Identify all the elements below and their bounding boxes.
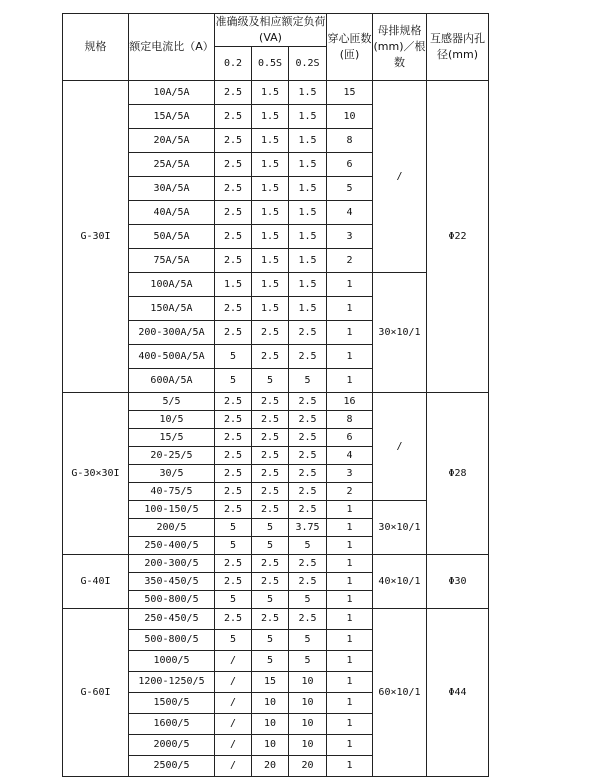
class-0.2s-cell: 10: [289, 672, 327, 693]
class-0.5s-cell: 1.5: [252, 201, 289, 225]
header-class-0.2s: 0.2S: [289, 47, 327, 81]
turns-cell: 1: [327, 756, 373, 777]
class-0.2s-cell: 1.5: [289, 129, 327, 153]
class-0.2-cell: 2.5: [215, 393, 252, 411]
table-row: [63, 555, 489, 573]
class-0.5s-cell: 1.5: [252, 177, 289, 201]
class-0.2-cell: 2.5: [215, 501, 252, 519]
class-0.2s-cell: 3.75: [289, 519, 327, 537]
model-cell: G-30I: [63, 81, 129, 393]
busbar-cell: 30×10/1: [373, 273, 427, 393]
class-0.5s-cell: 2.5: [252, 609, 289, 630]
header-bore: 互感器内孔径(mm): [427, 14, 489, 81]
class-0.2s-cell: 1.5: [289, 249, 327, 273]
turns-cell: 1: [327, 501, 373, 519]
table-row: [63, 393, 489, 411]
class-0.2s-cell: 5: [289, 369, 327, 393]
header-class-0.5s: 0.5S: [252, 47, 289, 81]
class-0.2s-cell: 1.5: [289, 273, 327, 297]
turns-cell: 1: [327, 573, 373, 591]
class-0.5s-cell: 10: [252, 714, 289, 735]
class-0.5s-cell: 2.5: [252, 447, 289, 465]
bore-cell: Φ44: [427, 609, 489, 777]
class-0.5s-cell: 2.5: [252, 465, 289, 483]
class-0.5s-cell: 2.5: [252, 483, 289, 501]
ratio-cell: 200-300A/5A: [129, 321, 215, 345]
class-0.2s-cell: 10: [289, 735, 327, 756]
class-0.5s-cell: 1.5: [252, 273, 289, 297]
model-cell: G-40I: [63, 555, 129, 609]
ratio-cell: 100-150/5: [129, 501, 215, 519]
class-0.2-cell: /: [215, 756, 252, 777]
class-0.2s-cell: 1.5: [289, 153, 327, 177]
class-0.2s-cell: 2.5: [289, 411, 327, 429]
spec-table: [62, 13, 489, 777]
table-row: [63, 609, 489, 630]
ratio-cell: 500-800/5: [129, 630, 215, 651]
table-body: [63, 81, 489, 777]
ratio-cell: 20A/5A: [129, 129, 215, 153]
turns-cell: 6: [327, 153, 373, 177]
class-0.2-cell: 2.5: [215, 153, 252, 177]
class-0.2s-cell: 1.5: [289, 105, 327, 129]
ratio-cell: 500-800/5: [129, 591, 215, 609]
ratio-cell: 15/5: [129, 429, 215, 447]
class-0.2s-cell: 10: [289, 714, 327, 735]
ratio-cell: 15A/5A: [129, 105, 215, 129]
turns-cell: 8: [327, 411, 373, 429]
ratio-cell: 25A/5A: [129, 153, 215, 177]
class-0.2-cell: 2.5: [215, 297, 252, 321]
ratio-cell: 40-75/5: [129, 483, 215, 501]
class-0.5s-cell: 10: [252, 693, 289, 714]
header-class-0.2: 0.2: [215, 47, 252, 81]
busbar-cell: /: [373, 81, 427, 273]
class-0.5s-cell: 20: [252, 756, 289, 777]
ratio-cell: 20-25/5: [129, 447, 215, 465]
turns-cell: 2: [327, 483, 373, 501]
class-0.5s-cell: 1.5: [252, 81, 289, 105]
ratio-cell: 200-300/5: [129, 555, 215, 573]
class-0.2s-cell: 2.5: [289, 465, 327, 483]
turns-cell: 1: [327, 321, 373, 345]
ratio-cell: 1200-1250/5: [129, 672, 215, 693]
busbar-cell: 60×10/1: [373, 609, 427, 777]
class-0.2s-cell: 2.5: [289, 555, 327, 573]
busbar-cell: 30×10/1: [373, 501, 427, 555]
class-0.5s-cell: 2.5: [252, 345, 289, 369]
turns-cell: 1: [327, 273, 373, 297]
class-0.2s-cell: 5: [289, 651, 327, 672]
class-0.5s-cell: 2.5: [252, 411, 289, 429]
class-0.2-cell: 2.5: [215, 447, 252, 465]
turns-cell: 8: [327, 129, 373, 153]
class-0.5s-cell: 5: [252, 519, 289, 537]
class-0.2-cell: /: [215, 693, 252, 714]
class-0.5s-cell: 5: [252, 537, 289, 555]
turns-cell: 10: [327, 105, 373, 129]
class-0.2-cell: 2.5: [215, 609, 252, 630]
class-0.2-cell: 2.5: [215, 81, 252, 105]
class-0.2s-cell: 1.5: [289, 81, 327, 105]
ratio-cell: 600A/5A: [129, 369, 215, 393]
class-0.2s-cell: 1.5: [289, 297, 327, 321]
class-0.2-cell: 2.5: [215, 483, 252, 501]
turns-cell: 1: [327, 630, 373, 651]
header-accuracy: 准确级及相应额定负荷(VA): [215, 14, 327, 47]
turns-cell: 1: [327, 369, 373, 393]
ratio-cell: 2500/5: [129, 756, 215, 777]
ratio-cell: 250-400/5: [129, 537, 215, 555]
class-0.2s-cell: 2.5: [289, 393, 327, 411]
class-0.2-cell: /: [215, 651, 252, 672]
turns-cell: 3: [327, 465, 373, 483]
class-0.2s-cell: 5: [289, 630, 327, 651]
class-0.2-cell: 5: [215, 519, 252, 537]
class-0.2s-cell: 5: [289, 537, 327, 555]
class-0.5s-cell: 2.5: [252, 573, 289, 591]
class-0.2-cell: 2.5: [215, 573, 252, 591]
model-cell: G-30×30I: [63, 393, 129, 555]
class-0.2-cell: /: [215, 714, 252, 735]
class-0.2s-cell: 2.5: [289, 429, 327, 447]
class-0.5s-cell: 1.5: [252, 225, 289, 249]
ratio-cell: 200/5: [129, 519, 215, 537]
ratio-cell: 10/5: [129, 411, 215, 429]
ratio-cell: 50A/5A: [129, 225, 215, 249]
turns-cell: 1: [327, 693, 373, 714]
class-0.5s-cell: 2.5: [252, 393, 289, 411]
ratio-cell: 1000/5: [129, 651, 215, 672]
turns-cell: 15: [327, 81, 373, 105]
class-0.2s-cell: 20: [289, 756, 327, 777]
class-0.2-cell: /: [215, 672, 252, 693]
ratio-cell: 30/5: [129, 465, 215, 483]
class-0.2-cell: 2.5: [215, 225, 252, 249]
class-0.2s-cell: 2.5: [289, 609, 327, 630]
bore-cell: Φ22: [427, 81, 489, 393]
table-row: [63, 81, 489, 105]
header-ratio: 额定电流比（A）: [129, 14, 215, 81]
class-0.2-cell: 1.5: [215, 273, 252, 297]
class-0.5s-cell: 15: [252, 672, 289, 693]
ratio-cell: 100A/5A: [129, 273, 215, 297]
busbar-cell: 40×10/1: [373, 555, 427, 609]
model-cell: G-60I: [63, 609, 129, 777]
class-0.2-cell: 5: [215, 537, 252, 555]
ratio-cell: 150A/5A: [129, 297, 215, 321]
class-0.5s-cell: 2.5: [252, 321, 289, 345]
bore-cell: Φ28: [427, 393, 489, 555]
ratio-cell: 2000/5: [129, 735, 215, 756]
turns-cell: 1: [327, 591, 373, 609]
ratio-cell: 5/5: [129, 393, 215, 411]
class-0.2-cell: 5: [215, 369, 252, 393]
class-0.2s-cell: 1.5: [289, 201, 327, 225]
class-0.5s-cell: 1.5: [252, 129, 289, 153]
class-0.2-cell: 2.5: [215, 201, 252, 225]
ratio-cell: 350-450/5: [129, 573, 215, 591]
turns-cell: 16: [327, 393, 373, 411]
class-0.2-cell: 2.5: [215, 429, 252, 447]
ratio-cell: 40A/5A: [129, 201, 215, 225]
class-0.5s-cell: 2.5: [252, 555, 289, 573]
ratio-cell: 250-450/5: [129, 609, 215, 630]
turns-cell: 2: [327, 249, 373, 273]
class-0.2s-cell: 2.5: [289, 573, 327, 591]
turns-cell: 6: [327, 429, 373, 447]
busbar-cell: /: [373, 393, 427, 501]
class-0.2-cell: 2.5: [215, 465, 252, 483]
header-turns: 穿心匝数(匝): [327, 14, 373, 81]
turns-cell: 4: [327, 447, 373, 465]
turns-cell: 1: [327, 297, 373, 321]
turns-cell: 1: [327, 672, 373, 693]
class-0.2-cell: 5: [215, 345, 252, 369]
class-0.5s-cell: 10: [252, 735, 289, 756]
class-0.2-cell: 2.5: [215, 105, 252, 129]
class-0.5s-cell: 2.5: [252, 429, 289, 447]
turns-cell: 1: [327, 651, 373, 672]
class-0.2-cell: 2.5: [215, 555, 252, 573]
class-0.5s-cell: 5: [252, 630, 289, 651]
turns-cell: 1: [327, 735, 373, 756]
class-0.2s-cell: 2.5: [289, 483, 327, 501]
class-0.5s-cell: 1.5: [252, 249, 289, 273]
class-0.2s-cell: 2.5: [289, 345, 327, 369]
class-0.2s-cell: 2.5: [289, 501, 327, 519]
ratio-cell: 1600/5: [129, 714, 215, 735]
class-0.2-cell: 2.5: [215, 129, 252, 153]
class-0.2-cell: 5: [215, 630, 252, 651]
ratio-cell: 30A/5A: [129, 177, 215, 201]
turns-cell: 1: [327, 345, 373, 369]
class-0.2-cell: 2.5: [215, 321, 252, 345]
class-0.2s-cell: 1.5: [289, 225, 327, 249]
class-0.2s-cell: 5: [289, 591, 327, 609]
class-0.2-cell: /: [215, 735, 252, 756]
class-0.2s-cell: 2.5: [289, 321, 327, 345]
turns-cell: 4: [327, 201, 373, 225]
class-0.5s-cell: 2.5: [252, 501, 289, 519]
bore-cell: Φ30: [427, 555, 489, 609]
class-0.5s-cell: 5: [252, 369, 289, 393]
ratio-cell: 1500/5: [129, 693, 215, 714]
header-busbar: 母排规格(mm)／根数: [373, 14, 427, 81]
turns-cell: 1: [327, 714, 373, 735]
class-0.2-cell: 2.5: [215, 249, 252, 273]
ratio-cell: 75A/5A: [129, 249, 215, 273]
turns-cell: 1: [327, 609, 373, 630]
class-0.2-cell: 5: [215, 591, 252, 609]
turns-cell: 1: [327, 555, 373, 573]
ratio-cell: 400-500A/5A: [129, 345, 215, 369]
class-0.2-cell: 2.5: [215, 177, 252, 201]
class-0.5s-cell: 1.5: [252, 105, 289, 129]
class-0.5s-cell: 1.5: [252, 297, 289, 321]
turns-cell: 1: [327, 519, 373, 537]
class-0.2s-cell: 2.5: [289, 447, 327, 465]
class-0.5s-cell: 5: [252, 651, 289, 672]
turns-cell: 3: [327, 225, 373, 249]
class-0.2s-cell: 10: [289, 693, 327, 714]
class-0.2-cell: 2.5: [215, 411, 252, 429]
class-0.5s-cell: 5: [252, 591, 289, 609]
class-0.2s-cell: 1.5: [289, 177, 327, 201]
turns-cell: 5: [327, 177, 373, 201]
turns-cell: 1: [327, 537, 373, 555]
ratio-cell: 10A/5A: [129, 81, 215, 105]
header-spec: 规格: [63, 14, 129, 81]
class-0.5s-cell: 1.5: [252, 153, 289, 177]
